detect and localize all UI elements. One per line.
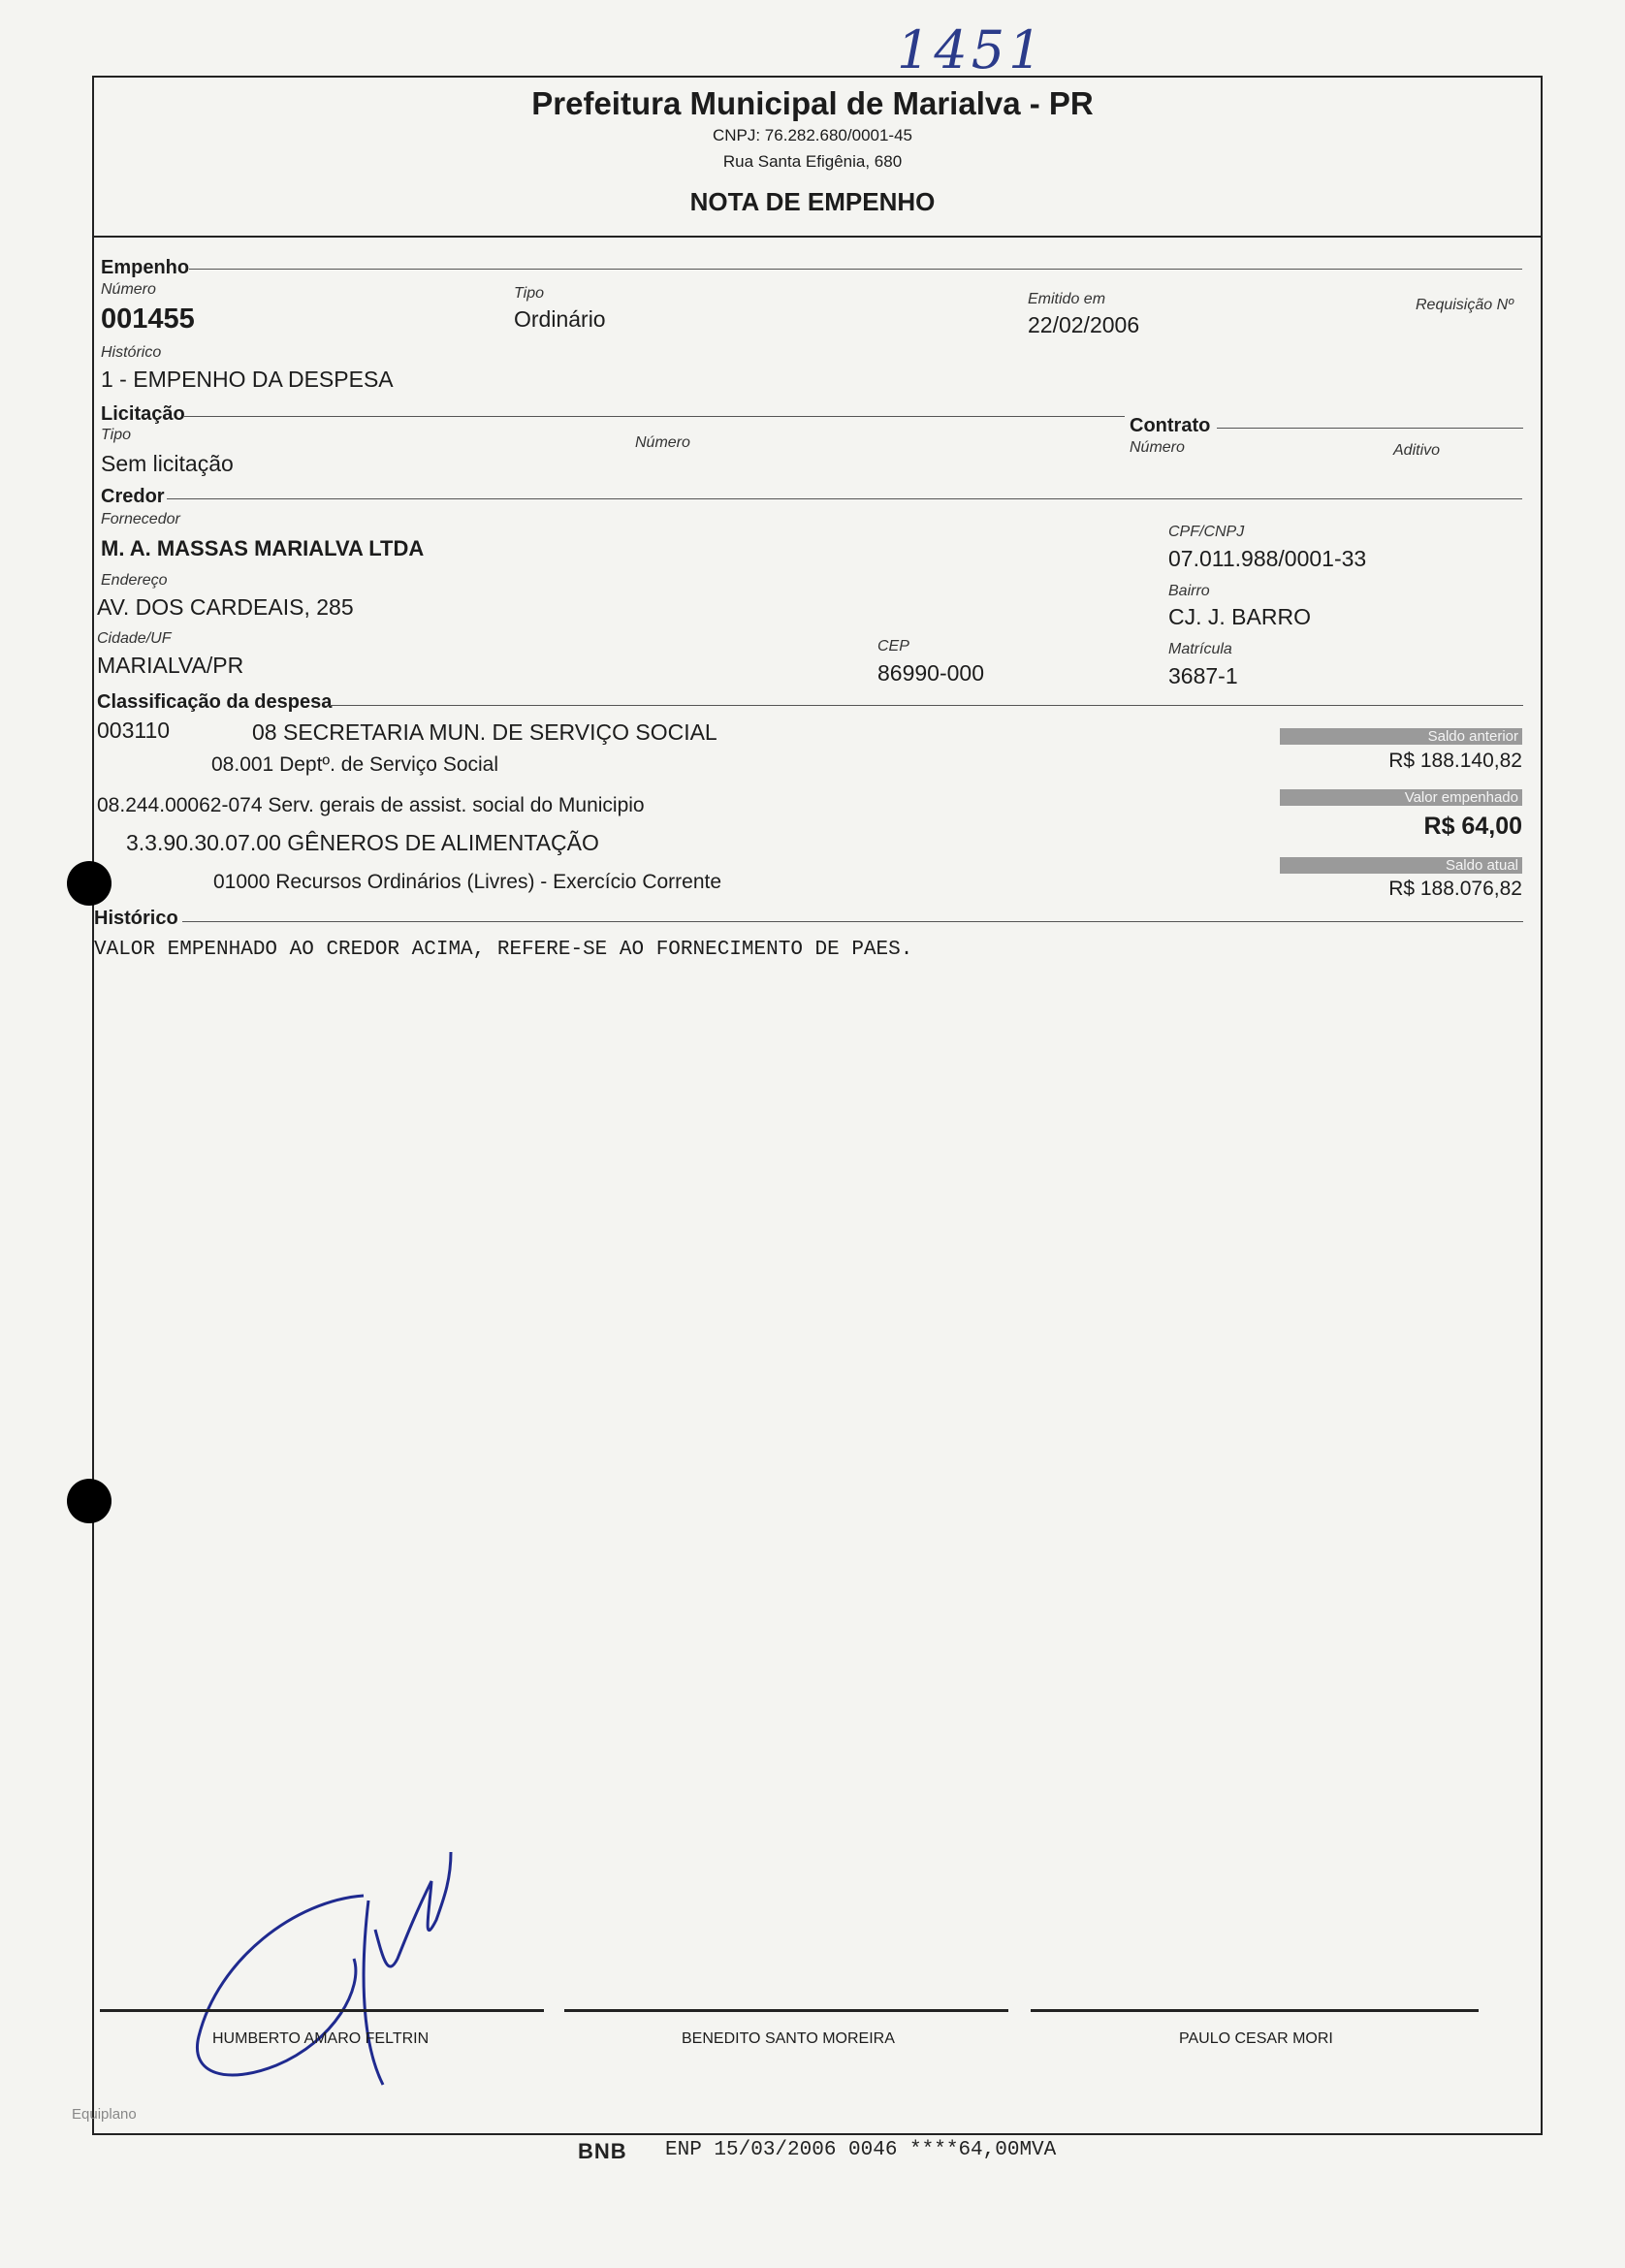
signature-name-2: BENEDITO SANTO MOREIRA [682, 2030, 895, 2047]
punch-hole-bottom [67, 1479, 112, 1523]
historico-text: VALOR EMPENHADO AO CREDOR ACIMA, REFERE-SE AO FORNECIMENTO DE PAES. [94, 939, 913, 961]
credor-cpf-label: CPF/CNPJ [1168, 524, 1245, 540]
signature-line-1 [100, 2009, 544, 2012]
classificacao-recurso: 01000 Recursos Ordinários (Livres) - Exercício Corrente [213, 871, 722, 893]
signature-line-3 [1031, 2009, 1479, 2012]
valor-empenhado-value: R$ 64,00 [1423, 813, 1522, 840]
contrato-section-title: Contrato [1130, 415, 1211, 436]
classificacao-funcional: 08.244.00062-074 Serv. gerais de assist. social do Municipio [97, 794, 645, 816]
credor-cidade: MARIALVA/PR [97, 653, 244, 678]
saldo-anterior-label: Saldo anterior [1280, 728, 1522, 745]
classificacao-departamento: 08.001 Deptº. de Serviço Social [211, 753, 499, 776]
contrato-numero-label: Número [1130, 439, 1185, 456]
credor-matricula-label: Matrícula [1168, 641, 1232, 657]
handwritten-signature [189, 1842, 480, 2094]
saldo-anterior-value: R$ 188.140,82 [1388, 750, 1522, 772]
historico-rule [182, 921, 1523, 922]
classificacao-section-title: Classificação da despesa [97, 691, 333, 713]
licitacao-rule [184, 416, 1125, 417]
credor-cep: 86990-000 [877, 660, 984, 686]
empenho-emitido: 22/02/2006 [1028, 312, 1140, 337]
bank-stamp: ENP 15/03/2006 0046 ****64,00MVA [665, 2139, 1057, 2161]
licitacao-numero-label: Número [635, 434, 690, 451]
classificacao-codigo: 003110 [97, 718, 171, 743]
contrato-rule [1217, 428, 1523, 429]
punch-hole-top [67, 861, 112, 906]
empenho-rule [189, 269, 1522, 270]
saldo-atual-label: Saldo atual [1280, 857, 1522, 874]
handwritten-page-number: 1451 [897, 19, 1046, 80]
credor-bairro: CJ. J. BARRO [1168, 604, 1311, 629]
saldo-atual-value: R$ 188.076,82 [1388, 878, 1522, 900]
signature-name-3: PAULO CESAR MORI [1179, 2030, 1333, 2047]
credor-cep-label: CEP [877, 638, 909, 655]
stamp-logo: BNB [578, 2139, 627, 2163]
empenho-historico: 1 - EMPENHO DA DESPESA [101, 367, 394, 392]
municipality-address: Rua Santa Efigênia, 680 [722, 152, 903, 171]
empenho-tipo: Ordinário [514, 306, 606, 332]
credor-fornecedor-label: Fornecedor [101, 511, 180, 527]
equiplano-brand: Equiplano [72, 2106, 137, 2123]
empenho-emitido-label: Emitido em [1028, 291, 1106, 307]
empenho-requisicao-label: Requisição Nº [1416, 297, 1513, 313]
credor-rule [167, 498, 1522, 499]
classificacao-rule [330, 705, 1523, 706]
credor-cidade-label: Cidade/UF [97, 630, 172, 647]
credor-section-title: Credor [101, 486, 165, 507]
document-title: NOTA DE EMPENHO [689, 187, 936, 216]
header-divider [92, 236, 1541, 238]
empenho-historico-label: Histórico [101, 344, 162, 361]
historico-section-title: Histórico [94, 908, 178, 929]
empenho-section-title: Empenho [101, 257, 190, 278]
classificacao-natureza: 3.3.90.30.07.00 GÊNEROS DE ALIMENTAÇÃO [126, 830, 599, 855]
signature-line-2 [564, 2009, 1008, 2012]
credor-endereco: AV. DOS CARDEAIS, 285 [97, 594, 354, 620]
empenho-numero: 001455 [101, 303, 195, 335]
licitacao-section-title: Licitação [101, 403, 185, 425]
credor-endereco-label: Endereço [101, 572, 168, 589]
valor-empenhado-label: Valor empenhado [1280, 789, 1522, 806]
credor-fornecedor: M. A. MASSAS MARIALVA LTDA [101, 536, 425, 560]
contrato-aditivo-label: Aditivo [1393, 442, 1441, 459]
credor-bairro-label: Bairro [1168, 583, 1210, 599]
municipality-title: Prefeitura Municipal de Marialva - PR [531, 85, 1094, 121]
empenho-tipo-label: Tipo [514, 285, 544, 302]
empenho-numero-label: Número [101, 281, 156, 298]
municipality-cnpj: CNPJ: 76.282.680/0001-45 [712, 126, 913, 144]
licitacao-tipo-label: Tipo [101, 427, 131, 443]
classificacao-secretaria: 08 SECRETARIA MUN. DE SERVIÇO SOCIAL [252, 719, 717, 745]
signature-name-1: HUMBERTO AMARO FELTRIN [212, 2030, 430, 2047]
credor-matricula: 3687-1 [1168, 663, 1238, 688]
credor-cpf: 07.011.988/0001-33 [1168, 546, 1367, 571]
licitacao-tipo: Sem licitação [101, 451, 234, 476]
